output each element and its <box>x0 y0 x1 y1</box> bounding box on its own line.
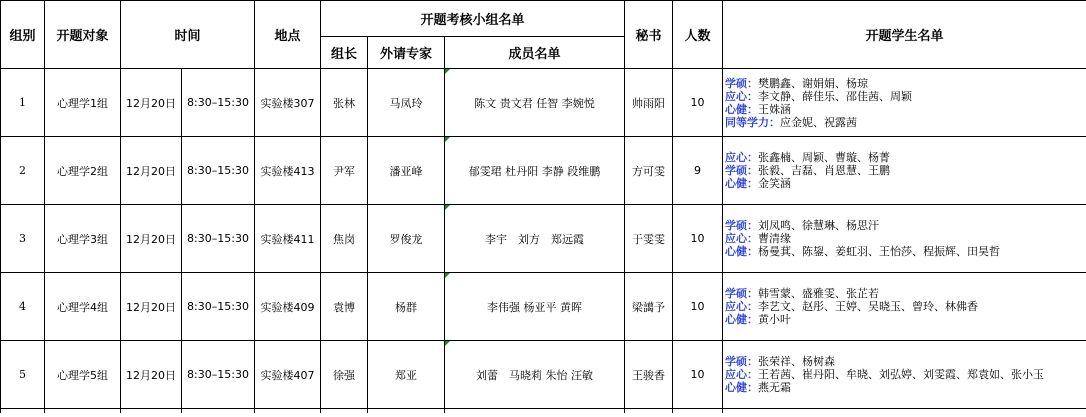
partial-cell <box>368 409 445 413</box>
table-row-partial <box>1 409 1086 413</box>
table-row <box>1 273 1086 341</box>
partial-cell <box>625 409 673 413</box>
row-members: 陈文 贵文君 任智 李婉悦 <box>445 69 625 137</box>
student-category: 应心： <box>725 300 759 313</box>
row-date: 12月20日 <box>121 137 182 205</box>
student-line <box>725 90 1086 103</box>
student-names: 应金妮、祝露茜 <box>780 115 858 129</box>
student-category: 心健： <box>725 313 759 326</box>
student-category: 心健： <box>725 102 759 116</box>
student-names: 刘凤鸣、徐慧琳、杨思汗 <box>758 219 880 232</box>
student-category: 应心： <box>725 368 759 381</box>
row-target: 心理学3组 <box>45 205 121 273</box>
row-time: 8:30–15:30 <box>182 341 255 409</box>
student-names: 曹清缘 <box>758 232 792 245</box>
header-count: 人数 <box>673 1 723 69</box>
student-line <box>725 300 1086 313</box>
student-line <box>725 368 1086 381</box>
row-date: 12月20日 <box>121 273 182 341</box>
student-category: 应心： <box>725 232 759 245</box>
table-row <box>1 341 1086 409</box>
student-line <box>725 116 1086 129</box>
student-names: 张鑫楠、周颖、曹璇、杨菁 <box>758 151 891 164</box>
table-body <box>1 69 1086 413</box>
row-time: 8:30–15:30 <box>182 69 255 137</box>
row-secretary: 帅雨阳 <box>625 69 673 137</box>
row-leader: 徐强 <box>321 341 368 409</box>
student-names: 杨曼萁、陈鋆、姜虹羽、王怡莎、程振辉、田昊哲 <box>758 245 1001 258</box>
partial-cell <box>182 409 255 413</box>
student-category: 心健： <box>725 381 759 394</box>
partial-cell <box>723 409 1086 413</box>
partial-cell <box>673 409 723 413</box>
student-line <box>725 381 1086 394</box>
student-line <box>725 77 1086 90</box>
row-place: 实验楼409 <box>255 273 321 341</box>
row-secretary: 梁譪予 <box>625 273 673 341</box>
student-line <box>725 245 1086 258</box>
header-students: 开题学生名单 <box>723 1 1086 69</box>
row-students <box>723 69 1086 137</box>
row-target: 心理学2组 <box>45 137 121 205</box>
student-names: 张荣祥、杨树森 <box>758 355 836 368</box>
student-category: 学硕： <box>725 164 759 177</box>
row-date: 12月20日 <box>121 341 182 409</box>
row-target: 心理学4组 <box>45 273 121 341</box>
header-group: 组别 <box>1 1 45 69</box>
student-names: 樊鹏鑫、谢娟娟、杨琼 <box>758 76 869 90</box>
partial-cell <box>121 409 182 413</box>
partial-cell <box>445 409 625 413</box>
student-category: 心健： <box>725 177 759 190</box>
student-names: 王姝涵 <box>758 102 792 116</box>
table-row <box>1 137 1086 205</box>
student-line <box>725 313 1086 326</box>
header-secretary: 秘书 <box>625 1 673 69</box>
student-line <box>725 164 1086 177</box>
row-leader: 袁博 <box>321 273 368 341</box>
row-index: 1 <box>1 69 45 137</box>
row-index: 4 <box>1 273 45 341</box>
row-students <box>723 137 1086 205</box>
student-category: 学硕： <box>725 219 759 232</box>
row-target: 心理学5组 <box>45 341 121 409</box>
student-names: 李文静、薛佳乐、邵佳茜、周颖 <box>758 89 913 103</box>
header-expert: 外请专家 <box>368 37 445 69</box>
row-index: 2 <box>1 137 45 205</box>
student-category: 学硕： <box>725 287 759 300</box>
row-leader: 尹军 <box>321 137 368 205</box>
student-line <box>725 151 1086 164</box>
row-leader: 焦岗 <box>321 205 368 273</box>
student-names: 王若茜、崔丹阳、牟晓、刘弘婷、刘雯霞、郑袁如、张小玉 <box>758 368 1045 381</box>
row-place: 实验楼411 <box>255 205 321 273</box>
student-category: 心健： <box>725 245 759 258</box>
row-members: 郁雯珺 杜丹阳 李静 段维鹏 <box>445 137 625 205</box>
row-students <box>723 205 1086 273</box>
student-names: 金笑涵 <box>758 177 792 190</box>
student-line <box>725 232 1086 245</box>
student-category: 同等学力： <box>725 115 781 129</box>
row-date: 12月20日 <box>121 69 182 137</box>
row-expert: 马凤玲 <box>368 69 445 137</box>
row-place: 实验楼307 <box>255 69 321 137</box>
student-names: 黄小叶 <box>758 313 792 326</box>
row-members: 刘蕾 马晓莉 朱怡 汪敏 <box>445 341 625 409</box>
student-line <box>725 177 1086 190</box>
student-line <box>725 219 1086 232</box>
row-index: 5 <box>1 341 45 409</box>
row-time: 8:30–15:30 <box>182 273 255 341</box>
header-time: 时间 <box>121 1 255 69</box>
student-category: 应心： <box>725 89 759 103</box>
row-place: 实验楼407 <box>255 341 321 409</box>
partial-cell <box>1 409 45 413</box>
header-committee: 开题考核小组名单 <box>321 1 625 37</box>
student-category: 学硕： <box>725 355 759 368</box>
student-names: 韩雪蒙、盛雅雯、张芷若 <box>758 287 880 300</box>
row-count: 10 <box>673 205 723 273</box>
student-category: 学硕： <box>725 76 759 90</box>
header-leader: 组长 <box>321 37 368 69</box>
header-row-1 <box>1 1 1086 37</box>
student-line <box>725 103 1086 116</box>
student-names: 张毅、吉磊、肖恩慧、王鹏 <box>758 164 891 177</box>
row-count: 10 <box>673 341 723 409</box>
row-time: 8:30–15:30 <box>182 205 255 273</box>
header-place: 地点 <box>255 1 321 69</box>
student-line <box>725 355 1086 368</box>
row-expert: 潘亚峰 <box>368 137 445 205</box>
row-students <box>723 341 1086 409</box>
row-secretary: 王骏香 <box>625 341 673 409</box>
row-place: 实验楼413 <box>255 137 321 205</box>
row-count: 10 <box>673 273 723 341</box>
student-line <box>725 287 1086 300</box>
student-names: 燕无霜 <box>758 381 792 394</box>
row-index: 3 <box>1 205 45 273</box>
row-target: 心理学1组 <box>45 69 121 137</box>
row-expert: 杨群 <box>368 273 445 341</box>
header-members: 成员名单 <box>445 37 625 69</box>
student-names: 李艺文、赵彤、王婷、吴晓玉、曾玲、林佛香 <box>758 300 979 313</box>
partial-cell <box>255 409 321 413</box>
table-row <box>1 69 1086 137</box>
row-students <box>723 273 1086 341</box>
row-count: 9 <box>673 137 723 205</box>
student-category: 应心： <box>725 151 759 164</box>
partial-cell <box>321 409 368 413</box>
partial-cell <box>45 409 121 413</box>
row-members: 李宇 刘方 郑远霞 <box>445 205 625 273</box>
row-expert: 罗俊龙 <box>368 205 445 273</box>
row-members: 李伟强 杨亚平 黄晖 <box>445 273 625 341</box>
table-row <box>1 205 1086 273</box>
row-count: 10 <box>673 69 723 137</box>
row-expert: 郑亚 <box>368 341 445 409</box>
row-time: 8:30–15:30 <box>182 137 255 205</box>
row-secretary: 方可雯 <box>625 137 673 205</box>
row-leader: 张林 <box>321 69 368 137</box>
row-secretary: 于雯雯 <box>625 205 673 273</box>
row-date: 12月20日 <box>121 205 182 273</box>
header-target: 开题对象 <box>45 1 121 69</box>
